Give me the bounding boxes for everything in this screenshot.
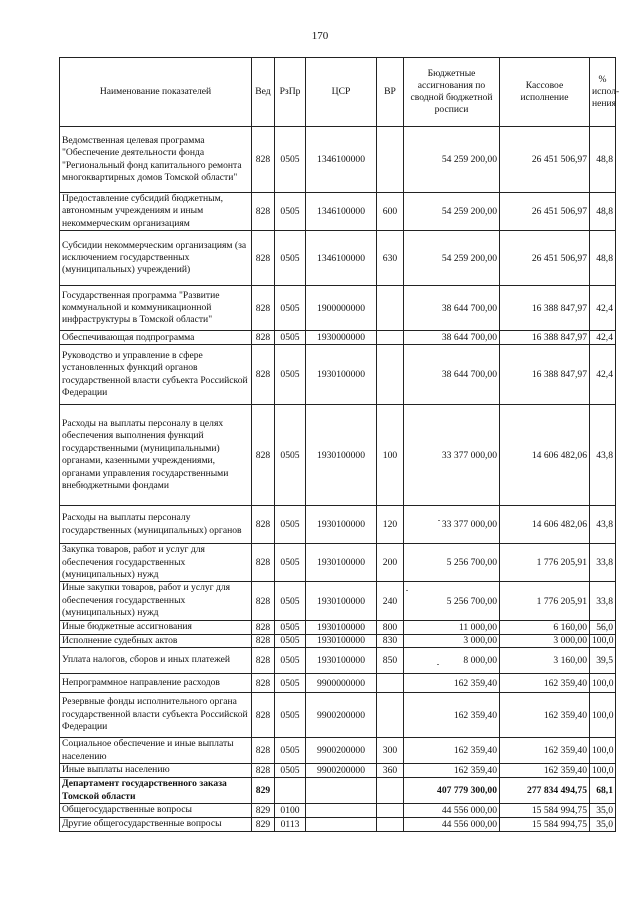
cell-percent: 100,0	[590, 738, 616, 764]
header-vr: ВР	[377, 58, 404, 127]
cell-percent: 100,0	[590, 634, 616, 647]
cell-csr: 1930100000	[306, 405, 377, 506]
cell-budget: 5 256 700,00	[404, 544, 500, 582]
cell-name: Другие общегосударственные вопросы	[60, 818, 252, 832]
cell-csr: 1930100000	[306, 582, 377, 620]
cell-cash: 3 160,00	[500, 648, 590, 674]
cell-cash: 26 451 506,97	[500, 231, 590, 286]
cell-rzpr: 0505	[275, 331, 306, 345]
cell-ved: 829	[252, 804, 275, 818]
cell-csr: 1930100000	[306, 620, 377, 634]
cell-ved: 828	[252, 345, 275, 405]
cell-csr: 9900200000	[306, 764, 377, 778]
cell-name: Закупка товаров, работ и услуг для обеспечения государственных (муниципальных) нужд	[60, 544, 252, 582]
cell-rzpr: 0505	[275, 286, 306, 331]
cell-vr: 200	[377, 544, 404, 582]
cell-percent: 100,0	[590, 674, 616, 693]
table-row	[60, 331, 616, 345]
cell-csr: 9900200000	[306, 738, 377, 764]
cell-cash: 16 388 847,97	[500, 345, 590, 405]
cell-percent: 43,8	[590, 506, 616, 544]
table-row	[60, 127, 616, 193]
cell-rzpr: 0505	[275, 544, 306, 582]
cell-name: Иные закупки товаров, работ и услуг для обеспечения государственных (муниципальных) нужд	[60, 582, 252, 620]
cell-percent: 56,0	[590, 620, 616, 634]
cell-csr: 1930100000	[306, 345, 377, 405]
cell-percent: 48,8	[590, 231, 616, 286]
table-row	[60, 778, 616, 804]
cell-cash: 162 359,40	[500, 764, 590, 778]
cell-csr	[306, 818, 377, 832]
cell-ved: 828	[252, 193, 275, 231]
table-row	[60, 620, 616, 634]
cell-vr: 800	[377, 620, 404, 634]
cell-percent: 33,8	[590, 544, 616, 582]
cell-name: Субсидии некоммерческим организациям (за исключением государственных (муниципальных) учреждений)	[60, 231, 252, 286]
cell-rzpr: 0505	[275, 620, 306, 634]
cell-budget: 3 000,00	[404, 634, 500, 647]
cell-budget: 38 644 700,00	[404, 331, 500, 345]
cell-name: Общегосударственные вопросы	[60, 804, 252, 818]
cell-rzpr: 0505	[275, 231, 306, 286]
cell-ved: 828	[252, 693, 275, 738]
cell-ved: 828	[252, 331, 275, 345]
cell-percent: 35,0	[590, 818, 616, 832]
cell-ved: 828	[252, 634, 275, 647]
cell-name: Руководство и управление в сфере установленных функций органов государственной власти субъекта Российской Федерации	[60, 345, 252, 405]
cell-csr: 1930100000	[306, 544, 377, 582]
cell-vr: 300	[377, 738, 404, 764]
header-percent: % испол-нения	[590, 58, 616, 127]
cell-budget: 162 359,40	[404, 693, 500, 738]
header-rzpr: РзПр	[275, 58, 306, 127]
cell-cash: 26 451 506,97	[500, 127, 590, 193]
cell-rzpr: 0505	[275, 193, 306, 231]
cell-csr	[306, 778, 377, 804]
cell-vr	[377, 693, 404, 738]
cell-budget: 8 000,00	[404, 648, 500, 674]
table-row	[60, 818, 616, 832]
cell-ved: 828	[252, 231, 275, 286]
table-row	[60, 345, 616, 405]
cell-rzpr: 0505	[275, 648, 306, 674]
cell-budget: 44 556 000,00	[404, 818, 500, 832]
cell-vr: 850	[377, 648, 404, 674]
cell-csr: 1900000000	[306, 286, 377, 331]
cell-ved: 828	[252, 286, 275, 331]
cell-cash: 277 834 494,75	[500, 778, 590, 804]
table-row	[60, 764, 616, 778]
cell-name: Обеспечивающая подпрограмма	[60, 331, 252, 345]
cell-percent: 35,0	[590, 804, 616, 818]
cell-budget: 44 556 000,00	[404, 804, 500, 818]
cell-percent: 43,8	[590, 405, 616, 506]
cell-csr: 9900000000	[306, 674, 377, 693]
cell-vr	[377, 778, 404, 804]
cell-csr: 1346100000	[306, 231, 377, 286]
cell-budget: 54 259 200,00	[404, 231, 500, 286]
table-row	[60, 193, 616, 231]
cell-csr: 9900200000	[306, 693, 377, 738]
cell-vr	[377, 345, 404, 405]
cell-rzpr: 0505	[275, 582, 306, 620]
header-ved: Вед	[252, 58, 275, 127]
header-cash: Кассовое исполнение	[500, 58, 590, 127]
cell-vr: 600	[377, 193, 404, 231]
cell-budget: 162 359,40	[404, 738, 500, 764]
cell-name: Социальное обеспечение и иные выплаты населению	[60, 738, 252, 764]
cell-csr: 1930100000	[306, 648, 377, 674]
cell-ved: 828	[252, 620, 275, 634]
cell-csr: 1346100000	[306, 127, 377, 193]
cell-csr: 1346100000	[306, 193, 377, 231]
cell-rzpr: 0505	[275, 693, 306, 738]
cell-budget: 162 359,40	[404, 764, 500, 778]
cell-vr	[377, 804, 404, 818]
table-row	[60, 693, 616, 738]
table-row	[60, 582, 616, 620]
cell-rzpr: 0100	[275, 804, 306, 818]
cell-percent: 68,1	[590, 778, 616, 804]
cell-ved: 828	[252, 544, 275, 582]
cell-ved: 828	[252, 582, 275, 620]
cell-ved: 828	[252, 127, 275, 193]
cell-budget: 11 000,00	[404, 620, 500, 634]
cell-name: Ведомственная целевая программа "Обеспечение деятельности фонда "Региональный фонд капитального ремонта многоквартирных домов Томской области"	[60, 127, 252, 193]
cell-vr	[377, 818, 404, 832]
cell-ved: 828	[252, 674, 275, 693]
cell-rzpr: 0505	[275, 127, 306, 193]
cell-vr: 240	[377, 582, 404, 620]
cell-vr	[377, 286, 404, 331]
cell-cash: 162 359,40	[500, 674, 590, 693]
cell-cash: 16 388 847,97	[500, 331, 590, 345]
table-row	[60, 648, 616, 674]
table-row	[60, 405, 616, 506]
cell-budget: 33 377 000,00	[404, 506, 500, 544]
cell-rzpr: 0505	[275, 506, 306, 544]
cell-ved: 828	[252, 405, 275, 506]
cell-rzpr	[275, 778, 306, 804]
cell-budget: 5 256 700,00	[404, 582, 500, 620]
table-row	[60, 738, 616, 764]
cell-ved: 828	[252, 648, 275, 674]
cell-rzpr: 0113	[275, 818, 306, 832]
cell-vr: 100	[377, 405, 404, 506]
cell-percent: 100,0	[590, 693, 616, 738]
cell-vr	[377, 674, 404, 693]
cell-cash: 1 776 205,91	[500, 582, 590, 620]
cell-percent: 42,4	[590, 345, 616, 405]
cell-budget: 54 259 200,00	[404, 127, 500, 193]
cell-name: Иные выплаты населению	[60, 764, 252, 778]
cell-vr: 360	[377, 764, 404, 778]
cell-name: Расходы на выплаты персоналу в целях обеспечения выполнения функций государственными (муниципальными) органами, казенными учреждениями, органами управления государственными внебюджетными фондами	[60, 405, 252, 506]
header-budget: Бюджетные ассигнования по сводной бюджетной росписи	[404, 58, 500, 127]
budget-execution-table	[59, 57, 620, 832]
cell-cash: 14 606 482,06	[500, 405, 590, 506]
table-row	[60, 286, 616, 331]
scan-speck	[406, 590, 408, 591]
cell-name: Уплата налогов, сборов и иных платежей	[60, 648, 252, 674]
cell-vr: 630	[377, 231, 404, 286]
cell-percent: 48,8	[590, 193, 616, 231]
cell-name: Непрограммное направление расходов	[60, 674, 252, 693]
cell-cash: 3 000,00	[500, 634, 590, 647]
cell-csr: 1930100000	[306, 634, 377, 647]
cell-vr: 120	[377, 506, 404, 544]
cell-cash: 162 359,40	[500, 738, 590, 764]
cell-name: Иные бюджетные ассигнования	[60, 620, 252, 634]
scan-speck	[438, 520, 440, 521]
cell-budget: 162 359,40	[404, 674, 500, 693]
cell-ved: 829	[252, 818, 275, 832]
cell-ved: 828	[252, 764, 275, 778]
cell-cash: 26 451 506,97	[500, 193, 590, 231]
table-header-row	[60, 58, 616, 127]
cell-name: Предоставление субсидий бюджетным, автономным учреждениям и иным некоммерческим организациям	[60, 193, 252, 231]
cell-name: Расходы на выплаты персоналу государственных (муниципальных) органов	[60, 506, 252, 544]
cell-rzpr: 0505	[275, 738, 306, 764]
cell-budget: 33 377 000,00	[404, 405, 500, 506]
header-name: Наименование показателей	[60, 58, 252, 127]
cell-budget: 407 779 300,00	[404, 778, 500, 804]
table-row	[60, 634, 616, 647]
cell-csr: 1930000000	[306, 331, 377, 345]
cell-percent: 48,8	[590, 127, 616, 193]
cell-cash: 6 160,00	[500, 620, 590, 634]
cell-name: Государственная программа "Развитие коммунальной и коммуникационной инфраструктуры в Томской области"	[60, 286, 252, 331]
page-number: 170	[311, 30, 329, 42]
cell-ved: 828	[252, 738, 275, 764]
cell-percent: 33,8	[590, 582, 616, 620]
cell-ved: 829	[252, 778, 275, 804]
cell-percent: 42,4	[590, 286, 616, 331]
cell-csr	[306, 804, 377, 818]
table-row	[60, 231, 616, 286]
cell-rzpr: 0505	[275, 345, 306, 405]
cell-cash: 16 388 847,97	[500, 286, 590, 331]
header-csr: ЦСР	[306, 58, 377, 127]
cell-cash: 15 584 994,75	[500, 804, 590, 818]
cell-cash: 15 584 994,75	[500, 818, 590, 832]
cell-cash: 14 606 482,06	[500, 506, 590, 544]
cell-ved: 828	[252, 506, 275, 544]
cell-cash: 162 359,40	[500, 693, 590, 738]
cell-name: Резервные фонды исполнительного органа государственной власти субъекта Российской Федерации	[60, 693, 252, 738]
cell-vr: 830	[377, 634, 404, 647]
cell-rzpr: 0505	[275, 405, 306, 506]
cell-percent: 39,5	[590, 648, 616, 674]
cell-name: Исполнение судебных актов	[60, 634, 252, 647]
cell-budget: 54 259 200,00	[404, 193, 500, 231]
cell-csr: 1930100000	[306, 506, 377, 544]
cell-name: Департамент государственного заказа Томской области	[60, 778, 252, 804]
table-row	[60, 506, 616, 544]
table-row	[60, 544, 616, 582]
table-body	[60, 127, 616, 832]
cell-rzpr: 0505	[275, 764, 306, 778]
cell-cash: 1 776 205,91	[500, 544, 590, 582]
cell-vr	[377, 331, 404, 345]
cell-percent: 100,0	[590, 764, 616, 778]
cell-rzpr: 0505	[275, 674, 306, 693]
cell-budget: 38 644 700,00	[404, 286, 500, 331]
table-row	[60, 674, 616, 693]
cell-percent: 42,4	[590, 331, 616, 345]
scan-speck	[437, 664, 439, 665]
cell-budget: 38 644 700,00	[404, 345, 500, 405]
cell-vr	[377, 127, 404, 193]
table-row	[60, 804, 616, 818]
cell-rzpr: 0505	[275, 634, 306, 647]
